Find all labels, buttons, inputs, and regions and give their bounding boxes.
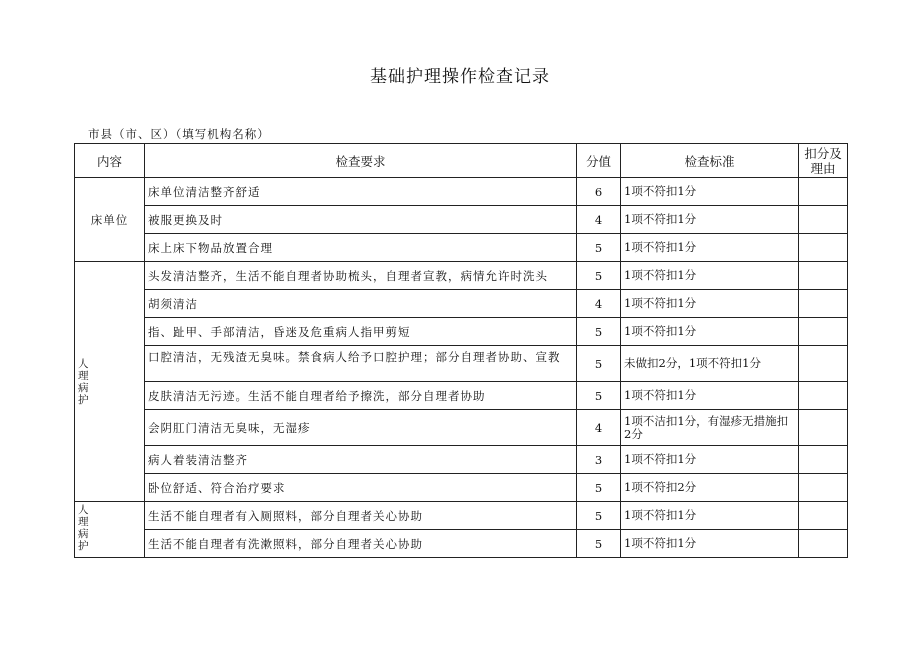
table-row xyxy=(75,178,848,206)
standard-cell: 1项不符扣2分 xyxy=(621,474,799,502)
category-patient-care-2 xyxy=(75,502,145,558)
table-row xyxy=(75,290,848,318)
score-cell: 5 xyxy=(577,262,621,290)
category-bed-unit: 床单位 xyxy=(75,178,145,262)
requirement-cell: 病人着装清洁整齐 xyxy=(145,446,577,474)
requirement-cell: 胡须清洁 xyxy=(145,290,577,318)
deduction-cell[interactable] xyxy=(799,346,848,382)
deduction-cell[interactable] xyxy=(799,290,848,318)
requirement-cell: 卧位舒适、符合治疗要求 xyxy=(145,474,577,502)
standard-cell: 1项不符扣1分 xyxy=(621,446,799,474)
standard-cell: 1项不符扣1分 xyxy=(621,318,799,346)
inspection-table xyxy=(74,143,848,558)
score-cell: 4 xyxy=(577,206,621,234)
table-row xyxy=(75,410,848,446)
requirement-cell: 生活不能自理者有洗漱照料，部分自理者关心协助 xyxy=(145,530,577,558)
header-standard: 检查标准 xyxy=(621,144,799,178)
header-content: 内容 xyxy=(75,144,145,178)
score-cell: 5 xyxy=(577,530,621,558)
score-cell: 5 xyxy=(577,318,621,346)
requirement-cell: 会阴肛门清洁无臭味，无湿疹 xyxy=(145,410,577,446)
requirement-cell: 床上床下物品放置合理 xyxy=(145,234,577,262)
requirement-cell: 被服更换及时 xyxy=(145,206,577,234)
category-label: 人理病护 xyxy=(78,504,89,552)
requirement-cell: 皮肤清洁无污迹。生活不能自理者给予擦洗，部分自理者协助 xyxy=(145,382,577,410)
table-row xyxy=(75,446,848,474)
deduction-cell[interactable] xyxy=(799,530,848,558)
table-row xyxy=(75,234,848,262)
organization-line: 市县（市、区）（填写机构名称） xyxy=(88,127,270,141)
table-row xyxy=(75,262,848,290)
table-row xyxy=(75,206,848,234)
requirement-cell: 床单位清洁整齐舒适 xyxy=(145,178,577,206)
table-row xyxy=(75,318,848,346)
deduction-cell[interactable] xyxy=(799,502,848,530)
score-cell: 5 xyxy=(577,474,621,502)
header-row xyxy=(75,144,848,178)
header-score: 分值 xyxy=(577,144,621,178)
standard-cell: 1项不符扣1分 xyxy=(621,178,799,206)
deduction-cell[interactable] xyxy=(799,474,848,502)
score-cell: 3 xyxy=(577,446,621,474)
table-row xyxy=(75,382,848,410)
deduction-cell[interactable] xyxy=(799,318,848,346)
score-cell: 4 xyxy=(577,290,621,318)
deduction-cell[interactable] xyxy=(799,234,848,262)
score-cell: 4 xyxy=(577,410,621,446)
standard-cell: 1项不符扣1分 xyxy=(621,206,799,234)
deduction-cell[interactable] xyxy=(799,410,848,446)
standard-cell: 1项不符扣1分 xyxy=(621,290,799,318)
table-row xyxy=(75,346,848,382)
score-cell: 5 xyxy=(577,382,621,410)
requirement-cell: 生活不能自理者有入厕照料，部分自理者关心协助 xyxy=(145,502,577,530)
standard-cell: 1项不符扣1分 xyxy=(621,530,799,558)
category-label: 人理病护 xyxy=(78,357,89,406)
deduction-cell[interactable] xyxy=(799,262,848,290)
header-deduction: 扣分及理由 xyxy=(799,144,848,178)
requirement-cell: 口腔清洁，无残渣无臭味。禁食病人给予口腔护理；部分自理者协助、宣教 xyxy=(145,346,577,382)
deduction-cell[interactable] xyxy=(799,206,848,234)
table-row xyxy=(75,502,848,530)
table-row xyxy=(75,474,848,502)
standard-cell: 1项不符扣1分 xyxy=(621,502,799,530)
standard-cell: 1项不符扣1分 xyxy=(621,262,799,290)
requirement-cell: 指、趾甲、手部清洁，昏迷及危重病人指甲剪短 xyxy=(145,318,577,346)
standard-cell: 1项不符扣1分 xyxy=(621,382,799,410)
standard-cell: 1项不洁扣1分，有湿疹无措施扣2分 xyxy=(621,410,799,446)
header-requirement: 检查要求 xyxy=(145,144,577,178)
requirement-cell: 头发清洁整齐，生活不能自理者协助梳头，自理者宣教，病情允许时洗头 xyxy=(145,262,577,290)
score-cell: 5 xyxy=(577,502,621,530)
deduction-cell[interactable] xyxy=(799,382,848,410)
standard-cell: 未做扣2分，1项不符扣1分 xyxy=(621,346,799,382)
page-title: 基础护理操作检查记录 xyxy=(370,67,550,87)
table-row xyxy=(75,530,848,558)
score-cell: 5 xyxy=(577,234,621,262)
score-cell: 5 xyxy=(577,346,621,382)
deduction-cell[interactable] xyxy=(799,446,848,474)
deduction-cell[interactable] xyxy=(799,178,848,206)
category-patient-care xyxy=(75,262,145,502)
score-cell: 6 xyxy=(577,178,621,206)
standard-cell: 1项不符扣1分 xyxy=(621,234,799,262)
